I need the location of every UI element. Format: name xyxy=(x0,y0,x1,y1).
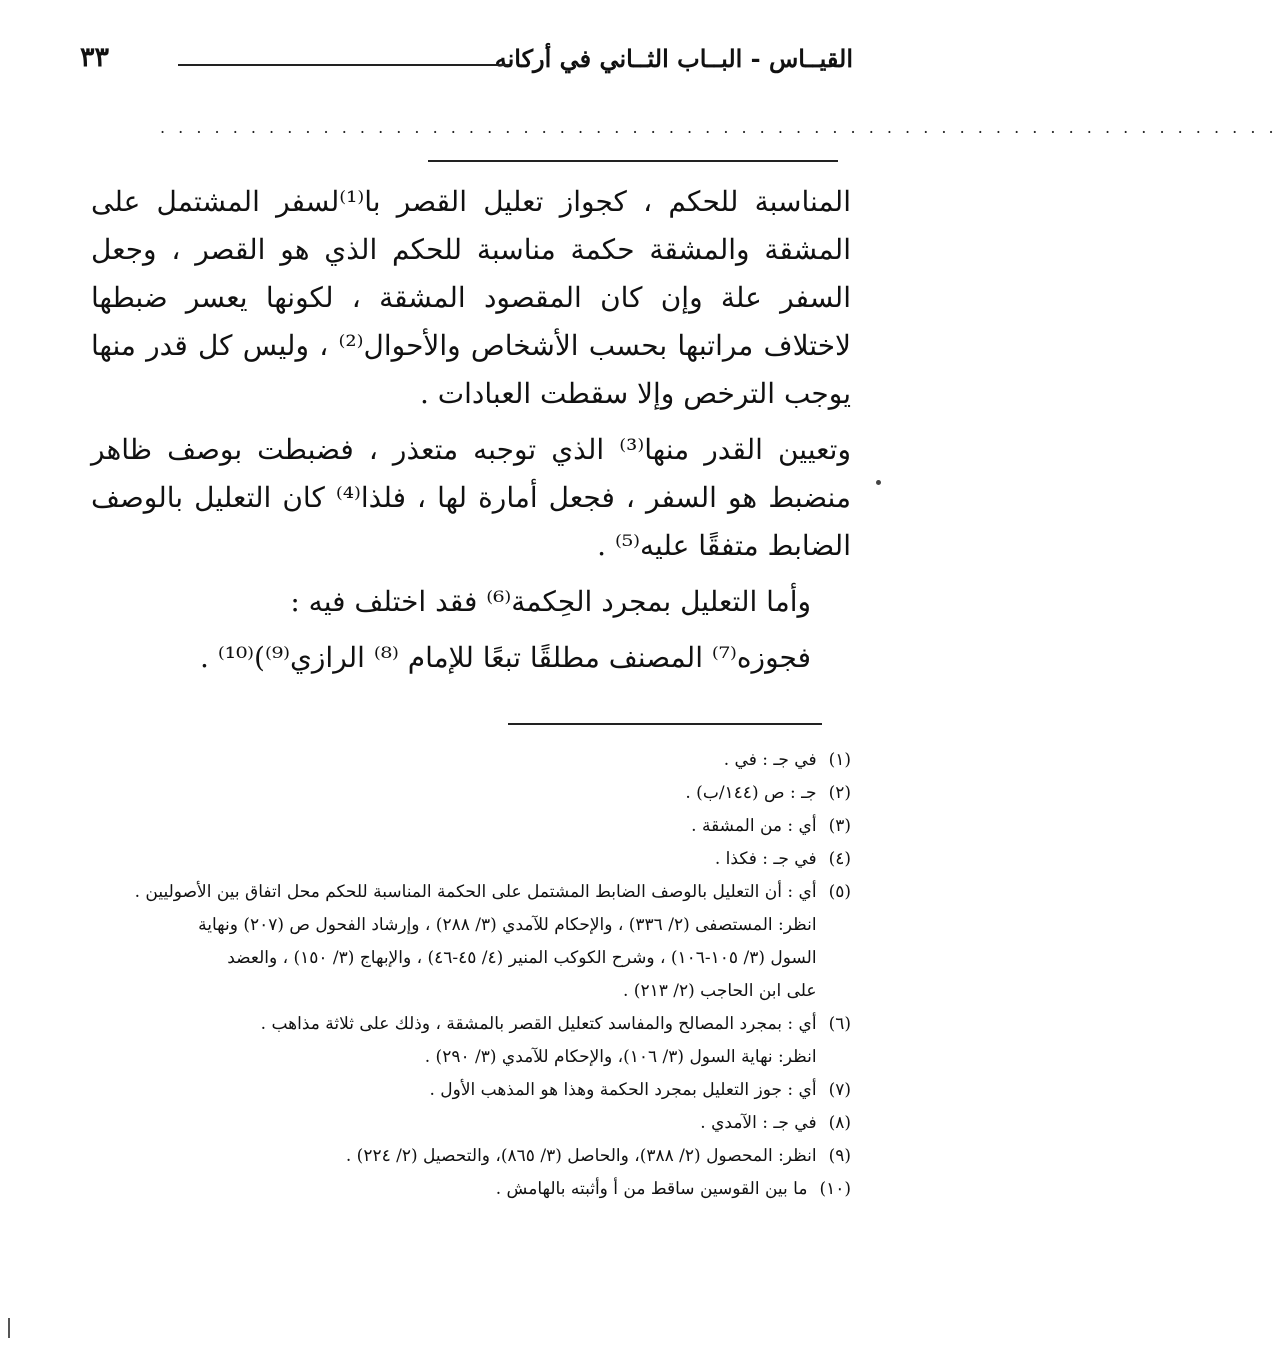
footnotes xyxy=(71,744,851,1206)
text-top-rule xyxy=(428,160,838,162)
footnote-8 xyxy=(71,1107,851,1140)
footnote-line: في جـ : في . xyxy=(723,750,817,770)
footnote-line: في جـ : الآمدي . xyxy=(700,1113,817,1133)
footnote-line: على ابن الحاجب (٢/ ٢١٣) . xyxy=(622,981,817,1001)
footnote-number: (١) xyxy=(828,750,851,770)
footnote-number: (٢) xyxy=(828,783,851,803)
paragraph-3: وأما التعليل بمجرد الحِكمة⁽⁶⁾ فقد اختلف فيه : xyxy=(290,585,811,618)
footnote-6 xyxy=(71,1008,851,1074)
footnote-10 xyxy=(71,1173,851,1206)
footnote-number: (٧) xyxy=(828,1080,851,1100)
footnote-text xyxy=(71,1074,817,1107)
footnote-text xyxy=(71,1173,807,1206)
footnote-7 xyxy=(71,1074,851,1107)
paragraph-4: فجوزه⁽⁷⁾ المصنف مطلقًا تبعًا للإمام ⁽⁸⁾ الرازي⁽⁹⁾)⁽¹⁰⁾ . xyxy=(200,641,811,674)
footnote-2 xyxy=(71,777,851,810)
footnote-line: السول (٣/ ١٠٥-١٠٦) ، وشرح الكوكب المنير (٤/ ٤٥-٤٦) ، والإبهاج (٣/ ١٥٠) ، والعضد xyxy=(227,948,817,968)
footnotes-rule xyxy=(508,723,822,725)
footnote-text xyxy=(71,1107,817,1140)
footnote-number: (٨) xyxy=(828,1113,851,1133)
footnote-line: أي : بمجرد المصالح والمفاسد كتعليل القصر بالمشقة ، وذلك على ثلاثة مذاهب . xyxy=(260,1014,817,1034)
footnote-text xyxy=(71,810,817,843)
ink-speck xyxy=(876,480,881,485)
body-text xyxy=(91,178,851,682)
header-rule xyxy=(178,64,509,66)
footnote-number: (٤) xyxy=(828,849,851,869)
scan-margin-mark xyxy=(8,1318,10,1338)
footnote-text xyxy=(71,1140,817,1173)
footnote-number: (٣) xyxy=(828,816,851,836)
footnote-text xyxy=(71,1008,817,1074)
footnote-5 xyxy=(71,876,851,1008)
paragraph-1: المناسبة للحكم ، كجواز تعليل القصر با⁽¹⁾لسفر المشتمل على المشقة والمشقة حكمة مناسبة للحكم الذي هو القصر ، وجعل السفر علة وإن كان المقصود المشقة ، لكونها يعسر ضبطها لاختلاف مراتبها بحسب الأشخاص والأحوال⁽²⁾ ، وليس كل قدر منها يوجب الترخص وإلا سقطت العبادات . xyxy=(91,185,852,410)
footnote-line: أي : أن التعليل بالوصف الضابط المشتمل على الحكمة المناسبة للحكم محل اتفاق بين الأصوليين . xyxy=(134,882,817,902)
footnote-line: أي : جوز التعليل بمجرد الحكمة وهذا هو المذهب الأول . xyxy=(429,1080,817,1100)
page-header xyxy=(80,38,853,88)
dotted-separator: . . . . . . . . . . . . . . . . . . . . . . . . . . . . . . . . . . . . . . . . . . . . . . . . . . . . . . . . . . . . . . xyxy=(160,118,1278,137)
footnote-1 xyxy=(71,744,851,777)
footnote-text xyxy=(71,876,817,1008)
footnote-4 xyxy=(71,843,851,876)
footnote-line: جـ : ص (١٤٤/ب) . xyxy=(685,783,817,803)
footnote-line: انظر: المحصول (٢/ ٣٨٨)، والحاصل (٣/ ٨٦٥)، والتحصيل (٢/ ٢٢٤) . xyxy=(345,1146,817,1166)
footnote-text xyxy=(71,744,817,777)
footnote-line: انظر: المستصفى (٢/ ٣٣٦) ، والإحكام للآمدي (٣/ ٢٨٨) ، وإرشاد الفحول ص (٢٠٧) ونهاية xyxy=(198,915,817,935)
footnote-9 xyxy=(71,1140,851,1173)
footnote-3 xyxy=(71,810,851,843)
running-title: القيــاس - البــاب الثــاني في أركانه xyxy=(494,44,853,73)
footnote-line: في جـ : فكذا . xyxy=(714,849,817,869)
footnote-text xyxy=(71,843,817,876)
footnote-number: (٩) xyxy=(828,1146,851,1166)
footnote-line: انظر: نهاية السول (٣/ ١٠٦)، والإحكام للآمدي (٣/ ٢٩٠) . xyxy=(424,1047,817,1067)
footnote-line: ما بين القوسين ساقط من أ وأثبته بالهامش . xyxy=(495,1179,808,1199)
page-number: ٣٣ xyxy=(80,42,110,73)
footnote-number: (٥) xyxy=(828,882,851,902)
footnote-number: (١٠) xyxy=(819,1179,851,1199)
footnote-text xyxy=(71,777,817,810)
paragraph-2: وتعيين القدر منها⁽³⁾ الذي توجبه متعذر ، فضبطت بوصف ظاهر منضبط هو السفر ، فجعل أمارة لها ، فلذا⁽⁴⁾ كان التعليل بالوصف الضابط متفقًا عليه⁽⁵⁾ . xyxy=(91,433,851,562)
footnote-line: أي : من المشقة . xyxy=(691,816,817,836)
footnote-number: (٦) xyxy=(828,1014,851,1034)
